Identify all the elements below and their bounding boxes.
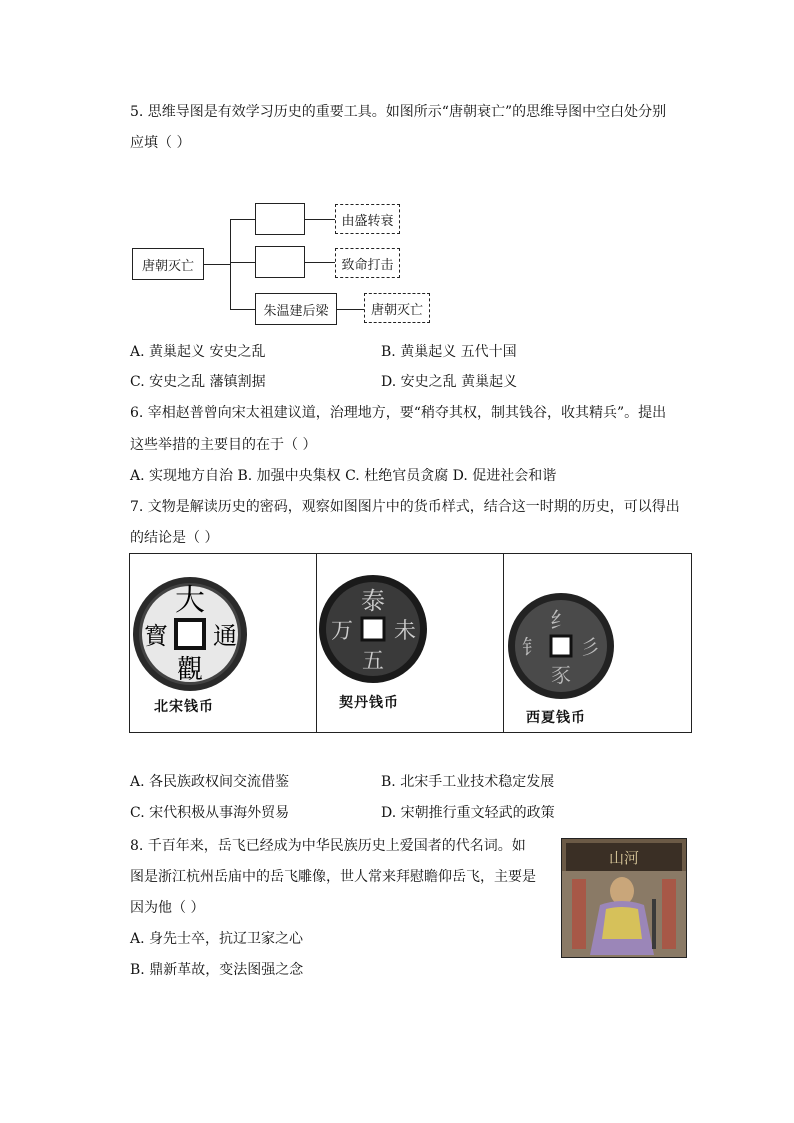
mind-map-result-3: 唐朝灭亡 (364, 293, 430, 323)
coin-char: 彡 (580, 635, 600, 659)
q8-stem-line3: 因为他（ ） (130, 900, 205, 916)
q6-stem-line2: 这些举措的主要目的在于（ ） (130, 437, 317, 453)
western-xia-coin-image (504, 554, 691, 732)
coin-label-northern-song: 北宋钱币 (154, 699, 214, 715)
coin-char: 钅 (522, 635, 542, 659)
connector (337, 309, 364, 310)
q8-option-a: A. 身先士卒，抗辽卫家之心 (130, 931, 304, 947)
q7-option-d: D. 宋朝推行重文轻武的政策 (381, 805, 555, 821)
q7-stem-line1: 7. 文物是解读历史的密码，观察如图图片中的货币样式，结合这一时期的历史，可以得出 (130, 499, 680, 515)
connector (230, 309, 255, 310)
coin-char: 豕 (551, 663, 571, 687)
coin-label-khitan: 契丹钱币 (339, 695, 399, 711)
connector (204, 264, 230, 265)
connector (230, 219, 231, 309)
coin-cell-western-xia (504, 554, 691, 732)
coin-char: 通 (213, 622, 237, 650)
connector (230, 262, 255, 263)
q8-stem-line1: 8. 千百年来，岳飞已经成为中华民族历史上爱国者的代名词。如 (130, 838, 526, 854)
q6-stem-line1: 6. 宰相赵普曾向宋太祖建议道，治理地方，要“稍夺其权，制其钱谷，收其精兵”。提出 (130, 405, 667, 421)
yue-fei-statue-photo (561, 838, 687, 958)
coin-char: 未 (393, 619, 417, 644)
q5-option-b: B. 黄巢起义 五代十国 (381, 344, 517, 360)
q5-option-c: C. 安史之乱 藩镇割据 (130, 374, 266, 390)
connector (305, 219, 335, 220)
mind-map-branch-3: 朱温建后梁 (255, 293, 337, 325)
connector (230, 219, 255, 220)
coin-char: 泰 (361, 587, 385, 615)
q7-option-a: A. 各民族政权间交流借鉴 (130, 774, 290, 790)
q6-options: A. 实现地方自治 B. 加强中央集权 C. 杜绝官员贪腐 D. 促进社会和谐 (130, 468, 557, 484)
q8-stem-line2: 图是浙江杭州岳庙中的岳飞雕像，世人常来拜慰瞻仰岳飞，主要是 (130, 869, 536, 885)
coin-char: 觀 (176, 655, 204, 685)
coin-char: 寳 (144, 622, 168, 650)
coin-cell-khitan (317, 554, 504, 732)
q8-option-b: B. 鼎新革故，变法图强之念 (130, 962, 304, 978)
mind-map-result-1: 由盛转衰 (335, 204, 400, 234)
plaque-text: 山河 (608, 849, 640, 867)
q5-option-d: D. 安史之乱 黄巢起义 (381, 374, 518, 390)
coin-char: 五 (361, 649, 385, 674)
coin-cell-northern-song (130, 554, 317, 732)
q7-option-b: B. 北宋手工业技术稳定发展 (381, 774, 555, 790)
q5-option-a: A. 黄巢起义 安史之乱 (130, 344, 266, 360)
q7-stem-line2: 的结论是（ ） (130, 530, 219, 546)
q5-stem-line1: 5. 思维导图是有效学习历史的重要工具。如图所示“唐朝衰亡”的思维导图中空白处分别 (130, 104, 667, 120)
blank-box-2 (255, 246, 305, 278)
connector (305, 262, 335, 263)
mind-map-result-2: 致命打击 (335, 248, 400, 278)
coin-label-western-xia: 西夏钱币 (526, 710, 586, 726)
mind-map-root: 唐朝灭亡 (132, 248, 204, 280)
q7-option-c: C. 宋代积极从事海外贸易 (130, 805, 290, 821)
coin-char: 大 (175, 583, 205, 618)
mind-map-diagram (130, 195, 450, 335)
blank-box-1 (255, 203, 305, 235)
coin-table (129, 553, 692, 733)
q5-stem-line2: 应填（ ） (130, 135, 191, 151)
coin-char: 万 (330, 619, 354, 644)
coin-char: 纟 (549, 609, 573, 634)
statue-illustration (562, 839, 686, 957)
